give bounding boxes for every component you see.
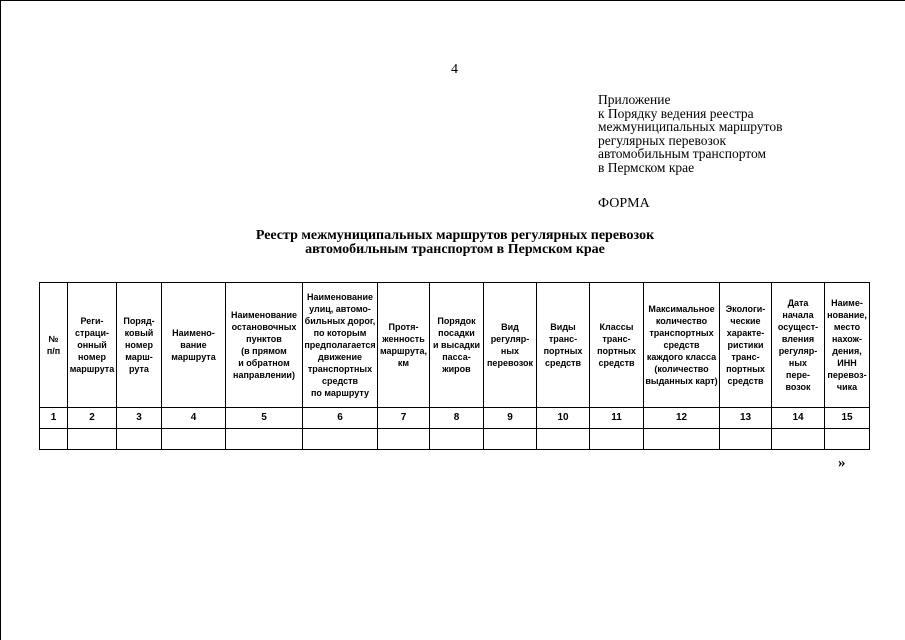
closing-quote: » <box>838 455 846 471</box>
title-line-1: Реестр межмуниципальных маршрутов регулярных перевозок <box>255 228 655 243</box>
appendix-line: автомобильным транспортом <box>598 146 767 161</box>
column-number-cell: 4 <box>162 408 226 429</box>
empty-cell <box>644 429 720 450</box>
registry-table <box>39 282 870 450</box>
column-number-cell: 12 <box>644 408 720 429</box>
empty-cell <box>226 429 303 450</box>
empty-cell <box>537 429 590 450</box>
empty-cell <box>40 429 68 450</box>
empty-cell <box>590 429 644 450</box>
empty-cell <box>720 429 772 450</box>
appendix-note <box>598 93 782 174</box>
column-number-cell: 13 <box>720 408 772 429</box>
column-header: Поряд- ковый номер марш- рута <box>117 283 162 408</box>
column-number-cell: 5 <box>226 408 303 429</box>
column-number-cell: 3 <box>117 408 162 429</box>
column-header: № п/п <box>40 283 68 408</box>
form-label: ФОРМА <box>598 196 650 211</box>
column-header: Протя- женность маршрута, км <box>378 283 430 408</box>
column-header: Виды транс- портных средств <box>537 283 590 408</box>
column-header: Классы транс- портных средств <box>590 283 644 408</box>
column-header: Экологи- ческие характе- ристики транс- портных средств <box>720 283 772 408</box>
column-header: Наимено- вание маршрута <box>162 283 226 408</box>
title-line-2: автомобильным транспортом в Пермском крае <box>305 241 605 257</box>
page-number: 4 <box>451 62 458 77</box>
appendix-line: межмуниципальных маршрутов <box>598 119 783 134</box>
column-number-cell: 14 <box>772 408 825 429</box>
top-border-line <box>0 0 905 1</box>
empty-cell <box>378 429 430 450</box>
empty-cell <box>68 429 117 450</box>
column-number-cell: 7 <box>378 408 430 429</box>
appendix-line: Приложение <box>598 92 671 107</box>
empty-cell <box>772 429 825 450</box>
column-number-cell: 10 <box>537 408 590 429</box>
empty-cell <box>484 429 537 450</box>
appendix-line: к Порядку ведения реестра <box>598 105 754 121</box>
column-header: Реги- страци- онный номер маршрута <box>68 283 117 408</box>
column-header: Наиме- нование, место нахож- дения, ИНН перевоз- чика <box>825 283 870 408</box>
column-header: Наименование остановочных пунктов (в прямом и обратном направлении) <box>226 283 303 408</box>
header-row <box>40 283 870 408</box>
column-number-cell: 8 <box>430 408 484 429</box>
column-header: Дата начала осущест- вления регуляр- ных пере- возок <box>772 283 825 408</box>
left-border-line <box>0 0 1 640</box>
empty-cell <box>825 429 870 450</box>
empty-cell <box>303 429 378 450</box>
column-number-cell: 11 <box>590 408 644 429</box>
column-number-cell: 9 <box>484 408 537 429</box>
empty-cell <box>430 429 484 450</box>
column-header: Максимальное количество транспортных средств каждого класса (количество выданных карт) <box>644 283 720 408</box>
empty-cell <box>117 429 162 450</box>
empty-cell <box>162 429 226 450</box>
column-number-cell: 1 <box>40 408 68 429</box>
appendix-line: регулярных перевозок <box>598 132 727 148</box>
column-number-cell: 2 <box>68 408 117 429</box>
column-header: Порядок посадки и высадки пасса- жиров <box>430 283 484 408</box>
appendix-line: в Пермском крае <box>598 159 695 175</box>
column-number-cell: 15 <box>825 408 870 429</box>
empty-data-row <box>40 429 870 450</box>
document-title <box>175 229 735 256</box>
column-number-cell: 6 <box>303 408 378 429</box>
column-header: Наименование улиц, автомо- бильных дорог, по которым предполагается движение транспортных средств по маршруту <box>303 283 378 408</box>
column-number-row <box>40 408 870 429</box>
column-header: Вид регуляр- ных перевозок <box>484 283 537 408</box>
